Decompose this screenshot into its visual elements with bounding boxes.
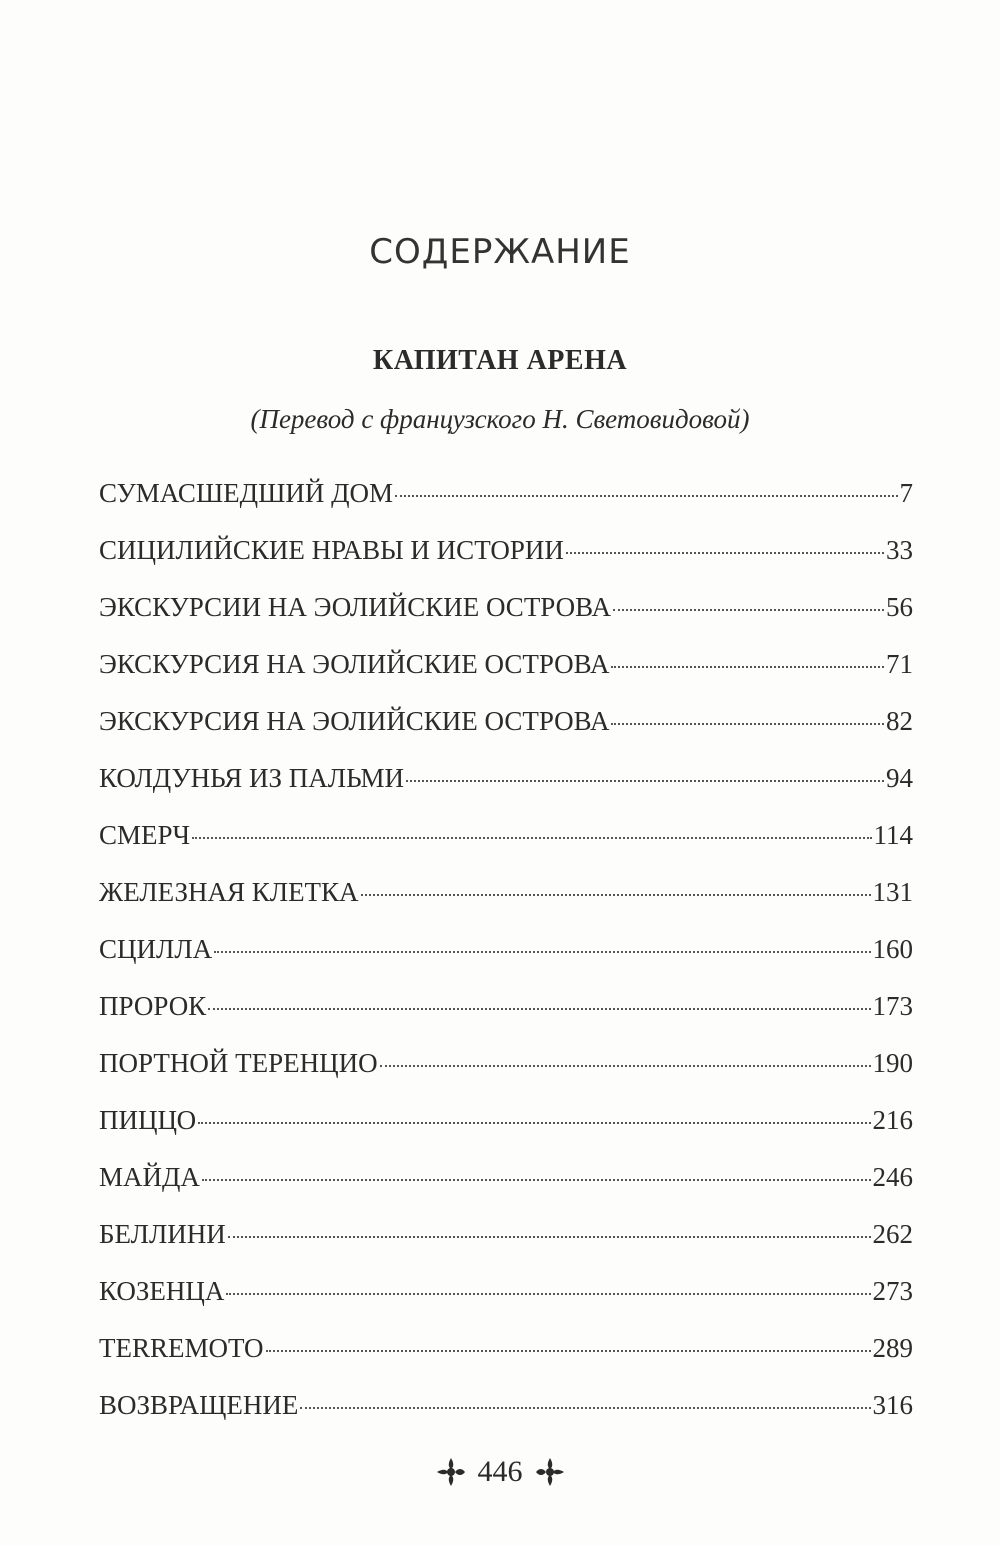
toc-entry-page: 216 <box>872 1105 913 1135</box>
toc-entry-page: 33 <box>886 535 913 565</box>
toc-entry[interactable] <box>99 592 913 649</box>
dot-leader <box>214 951 870 953</box>
toc-entry-page: 190 <box>872 1048 913 1078</box>
dot-leader <box>300 1407 870 1409</box>
toc-entry[interactable] <box>99 478 913 535</box>
dot-leader <box>361 894 871 896</box>
dot-leader <box>380 1065 871 1067</box>
dot-leader <box>198 1122 870 1124</box>
toc-entry-page: 71 <box>886 649 913 679</box>
dot-leader <box>228 1236 871 1238</box>
dot-leader <box>226 1293 870 1295</box>
toc-entry[interactable] <box>99 934 913 991</box>
toc-entry-page: 131 <box>872 877 913 907</box>
toc-entry-page: 246 <box>872 1162 913 1192</box>
dot-leader <box>208 1008 870 1010</box>
toc-entry-page: 94 <box>886 763 913 793</box>
toc-entry[interactable] <box>99 535 913 592</box>
toc-entry-title: ЖЕЛЕЗНАЯ КЛЕТКА <box>99 877 359 907</box>
toc-entry-page: 114 <box>873 820 913 850</box>
toc-entry-title: ВОЗВРАЩЕНИЕ <box>99 1390 299 1420</box>
toc-entry-title: TERREMOTO <box>99 1333 264 1363</box>
toc-entry-page: 173 <box>872 991 913 1021</box>
dot-leader <box>611 723 884 725</box>
section-subtitle: (Перевод с французского Н. Световидовой) <box>250 404 750 434</box>
toc-entry[interactable] <box>99 1333 913 1390</box>
toc-entry[interactable] <box>99 706 913 763</box>
dot-leader <box>192 837 871 839</box>
toc-entry-title: ЭКСКУРСИИ НА ЭОЛИЙСКИЕ ОСТРОВА <box>99 592 611 622</box>
toc-entry[interactable] <box>99 877 913 934</box>
section-title: КАПИТАН АРЕНА <box>372 345 628 376</box>
toc-entry-title: ЭКСКУРСИЯ НА ЭОЛИЙСКИЕ ОСТРОВА <box>99 706 610 736</box>
fleuron-right-icon <box>533 1455 567 1489</box>
toc-entry-title: ЭКСКУРСИЯ НА ЭОЛИЙСКИЕ ОСТРОВА <box>99 649 610 679</box>
toc-entry-title: МАЙДА <box>99 1162 200 1192</box>
toc-entry-title: СМЕРЧ <box>99 820 191 850</box>
dot-leader <box>202 1179 871 1181</box>
dot-leader <box>566 552 884 554</box>
fleuron-left-icon <box>434 1455 468 1489</box>
toc-entry-title: КОЗЕНЦА <box>99 1276 225 1306</box>
dot-leader <box>395 495 898 497</box>
toc-entry-title: ПИЦЦО <box>99 1105 197 1135</box>
toc-entry-page: 262 <box>872 1219 913 1249</box>
toc-entry-page: 7 <box>899 478 913 508</box>
contents-heading: СОДЕРЖАНИЕ <box>369 232 631 272</box>
toc-entry-title: КОЛДУНЬЯ ИЗ ПАЛЬМИ <box>99 763 405 793</box>
toc-entry-title: ПРОРОК <box>99 991 207 1021</box>
toc-entry[interactable] <box>99 763 913 820</box>
toc-entry-page: 316 <box>872 1390 913 1420</box>
table-of-contents <box>99 478 913 1447</box>
toc-entry-page: 82 <box>886 706 913 736</box>
toc-entry[interactable] <box>99 1105 913 1162</box>
toc-entry-title: ПОРТНОЙ ТЕРЕНЦИО <box>99 1048 378 1078</box>
toc-entry-title: СУМАСШЕДШИЙ ДОМ <box>99 478 393 508</box>
toc-entry[interactable] <box>99 649 913 706</box>
page-number: 446 <box>477 1455 523 1488</box>
dot-leader <box>611 666 884 668</box>
toc-entry[interactable] <box>99 1162 913 1219</box>
toc-entry-page: 273 <box>872 1276 913 1306</box>
dot-leader <box>406 780 884 782</box>
dot-leader <box>266 1350 871 1352</box>
toc-entry[interactable] <box>99 1390 913 1447</box>
toc-entry-title: СЦИЛЛА <box>99 934 213 964</box>
toc-entry-page: 56 <box>886 592 913 622</box>
toc-entry-title: СИЦИЛИЙСКИЕ НРАВЫ И ИСТОРИИ <box>99 535 564 565</box>
toc-entry-page: 289 <box>872 1333 913 1363</box>
toc-entry[interactable] <box>99 991 913 1048</box>
dot-leader <box>613 609 884 611</box>
page-footer <box>0 1455 1000 1489</box>
toc-entry[interactable] <box>99 1219 913 1276</box>
toc-entry[interactable] <box>99 820 913 877</box>
toc-entry[interactable] <box>99 1048 913 1105</box>
toc-entry[interactable] <box>99 1276 913 1333</box>
toc-entry-page: 160 <box>872 934 913 964</box>
toc-entry-title: БЕЛЛИНИ <box>99 1219 226 1249</box>
